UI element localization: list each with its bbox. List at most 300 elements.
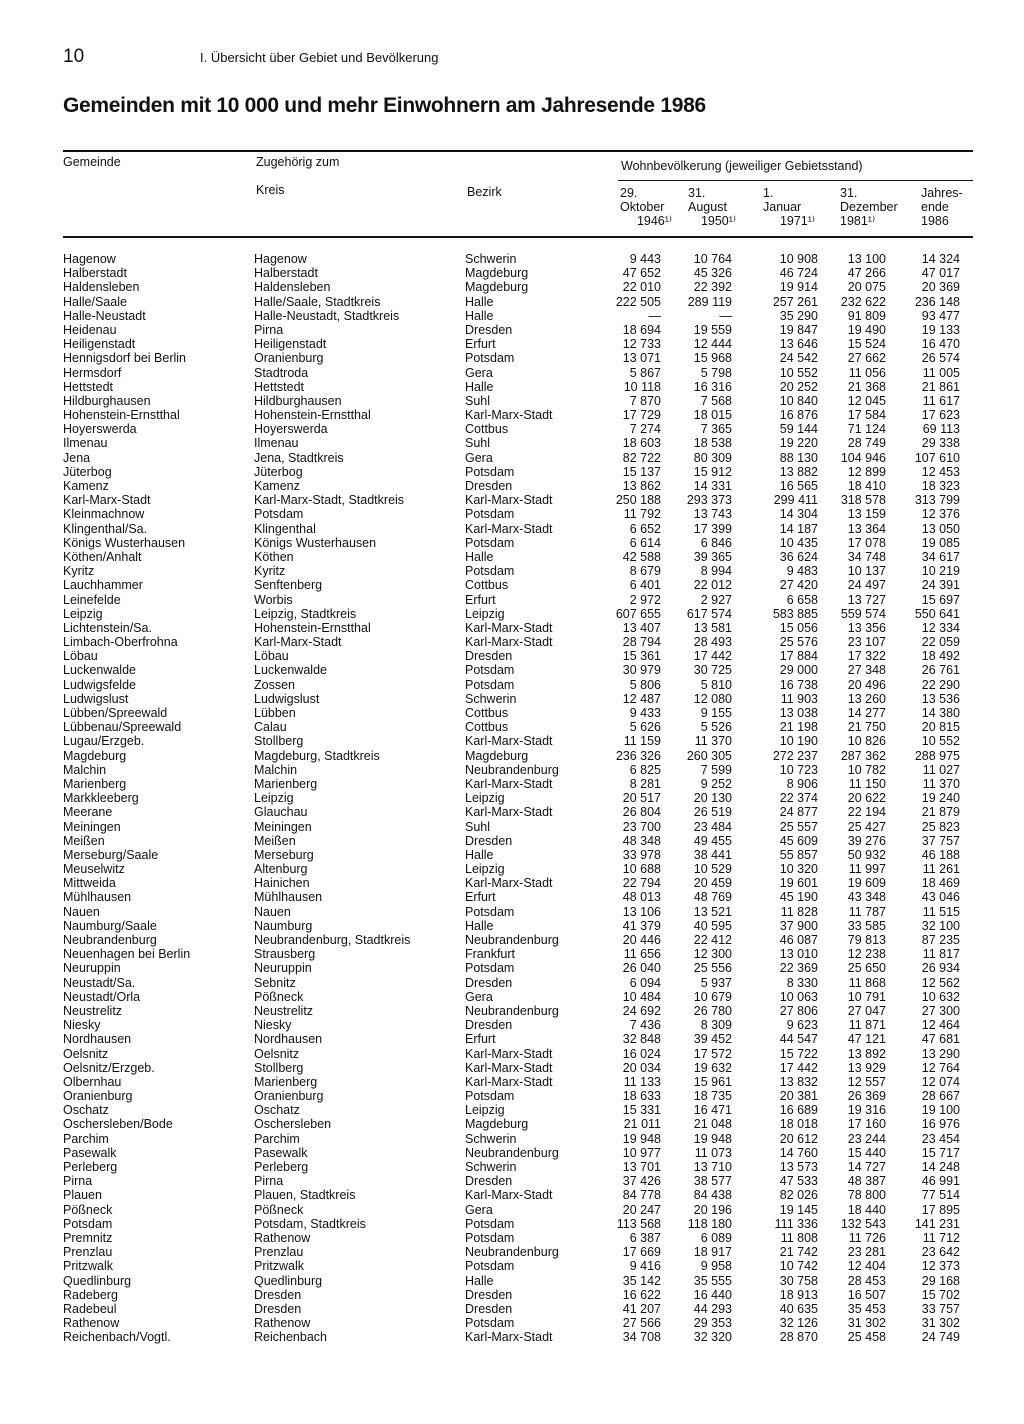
pop-1981-cell: 12 045 [847,393,886,408]
bezirk-cell: Neubrandenburg [465,1245,559,1260]
pop-1946-cell: 47 652 [622,266,661,281]
pop-1981-cell: 33 585 [847,918,886,933]
pop-1950-cell: 12 080 [693,691,732,706]
gemeinde-cell: Luckenwalde [63,663,136,678]
table-row [0,820,1024,834]
gemeinde-cell: Plauen [63,1188,102,1203]
table-row [0,976,1024,990]
gemeinde-cell: Nordhausen [63,1032,132,1047]
bezirk-cell: Dresden [465,833,513,848]
gemeinde-cell: Markkleeberg [63,791,139,806]
gemeinde-cell: Klingenthal/Sa. [63,521,148,536]
bezirk-cell: Neubrandenburg [465,762,559,777]
pop-1986-cell: 10 632 [921,989,960,1004]
pop-1981-cell: 10 826 [847,734,886,749]
table-row [0,1316,1024,1330]
pop-1950-cell: 39 365 [693,549,732,564]
pop-1981-cell: 232 622 [840,294,886,309]
kreis-cell: Jüterbog [254,464,303,479]
header-col-1981-line: 1981¹⁾ [840,214,876,228]
bezirk-cell: Potsdam [465,1216,515,1231]
pop-1971-cell: 19 220 [779,436,818,451]
pop-1950-cell: 13 743 [693,507,732,522]
pop-1981-cell: 34 748 [847,549,886,564]
gemeinde-cell: Königs Wusterhausen [63,535,186,550]
pop-1950-cell: 35 555 [693,1273,732,1288]
pop-1986-cell: 13 290 [921,1046,960,1061]
pop-1950-cell: 19 559 [693,322,732,337]
gemeinde-cell: Neubrandenburg [63,933,157,947]
kreis-cell: Nauen [254,904,291,919]
bezirk-cell: Cottbus [465,578,509,593]
pop-1946-cell: 19 948 [622,1131,661,1146]
kreis-cell: Meiningen [254,819,312,834]
pop-1971-cell: 8 906 [786,776,818,791]
pop-1950-cell: 38 577 [693,1174,732,1189]
pop-1986-cell: 15 697 [921,592,960,607]
pop-1971-cell: 14 760 [779,1145,818,1160]
gemeinde-cell: Oelsnitz [63,1046,109,1061]
pop-1950-cell: 80 309 [693,450,732,465]
kreis-cell: Nordhausen [254,1032,323,1047]
pop-1986-cell: 10 219 [921,564,960,579]
gemeinde-cell: Potsdam [63,1216,113,1231]
table-row [0,422,1024,436]
pop-1946-cell: 7 870 [629,393,661,408]
pop-1981-cell: 27 348 [847,663,886,678]
table-row [0,961,1024,975]
header-col-1950-line: 31. [688,186,706,200]
pop-1986-cell: 19 240 [921,791,960,806]
kreis-cell: Senftenberg [254,578,323,593]
pop-1971-cell: 17 884 [779,649,818,664]
pop-1950-cell: 17 399 [693,521,732,536]
kreis-cell: Strausberg [254,947,316,962]
gemeinde-cell: Meuselwitz [63,862,125,877]
pop-1950-cell: 7 365 [700,422,732,437]
kreis-cell: Malchin [254,762,298,777]
pop-1971-cell: 14 304 [779,507,818,522]
pop-1986-cell: 13 050 [921,521,960,536]
pop-1950-cell: 49 455 [693,833,732,848]
pop-1981-cell: 25 427 [847,819,886,834]
kreis-cell: Oranienburg [254,1089,324,1104]
gemeinde-cell: Pößneck [63,1202,113,1217]
gemeinde-cell: Pritzwalk [63,1259,114,1274]
pop-1986-cell: 47 681 [921,1032,960,1047]
table-row [0,1018,1024,1032]
pop-1971-cell: 24 542 [779,351,818,366]
pop-1981-cell: 22 194 [847,805,886,820]
pop-1981-cell: 50 932 [847,847,886,862]
gemeinde-cell: Leinefelde [63,592,121,607]
pop-1981-cell: 26 369 [847,1089,886,1104]
pop-1946-cell: 20 517 [622,791,661,806]
pop-1946-cell: 607 655 [615,606,661,621]
bezirk-cell: Potsdam [465,351,515,366]
pop-1946-cell: 15 137 [622,464,661,479]
pop-1986-cell: 16 470 [921,337,960,352]
pop-1946-cell: 24 692 [622,1003,661,1018]
bezirk-cell: Erfurt [465,337,496,352]
gemeinde-cell: Hohenstein-Ernstthal [63,408,180,423]
table-row [0,805,1024,819]
gemeinde-cell: Marienberg [63,776,127,791]
pop-1950-cell: 13 710 [693,1160,732,1174]
pop-1986-cell: 87 235 [921,933,960,947]
pop-1946-cell: 84 778 [622,1188,661,1203]
pop-1950-cell: 260 305 [686,748,732,763]
pop-1971-cell: 20 381 [779,1089,818,1104]
pop-1971-cell: 27 420 [779,578,818,593]
pop-1986-cell: 12 074 [921,1074,960,1089]
pop-1971-cell: 19 601 [779,876,818,891]
pop-1986-cell: 15 702 [921,1287,960,1302]
pop-1981-cell: 10 137 [847,564,886,579]
pop-1950-cell: 17 572 [693,1046,732,1061]
table-row [0,1231,1024,1245]
pop-1986-cell: 11 515 [922,904,960,919]
kreis-cell: Niesky [254,1018,292,1033]
pop-1946-cell: 6 387 [629,1230,661,1245]
pop-1971-cell: 32 126 [779,1316,818,1331]
header-col-1986-line: Jahres- [921,186,963,200]
header-col-1946 [620,186,672,228]
bezirk-cell: Karl-Marx-Stadt [465,805,553,820]
pop-1986-cell: 12 334 [921,620,960,635]
pop-1950-cell: 21 048 [693,1117,732,1132]
bezirk-cell: Dresden [465,322,513,337]
pop-1950-cell: 6 846 [700,535,732,550]
pop-1950-cell: 48 769 [693,890,732,905]
pop-1971-cell: 14 187 [779,521,818,536]
table-row [0,1089,1024,1103]
bezirk-cell: Potsdam [465,961,515,976]
pop-1971-cell: 45 609 [779,833,818,848]
pop-1971-cell: 8 330 [786,975,818,990]
pop-1946-cell: 13 407 [622,620,661,635]
pop-1986-cell: 11 027 [922,762,960,777]
pop-1981-cell: 20 075 [847,280,886,295]
pop-1981-cell: 15 524 [847,337,886,352]
kreis-cell: Pritzwalk [254,1259,305,1274]
table-row [0,394,1024,408]
pop-1950-cell: 8 309 [700,1018,732,1033]
kreis-cell: Hohenstein-Ernstthal [254,408,371,423]
pop-1946-cell: 2 972 [629,592,661,607]
gemeinde-cell: Lugau/Erzgeb. [63,734,145,749]
pop-1981-cell: 19 316 [847,1103,886,1118]
pop-1946-cell: 5 806 [629,677,661,692]
pop-1971-cell: 11 808 [780,1230,818,1245]
pop-1986-cell: 46 991 [921,1174,960,1189]
pop-1946-cell: 9 443 [629,252,661,266]
bezirk-cell: Gera [465,450,493,465]
pop-1946-cell: 20 034 [622,1060,661,1075]
pop-1986-cell: 23 642 [921,1245,960,1260]
table-row [0,1075,1024,1089]
pop-1971-cell: 82 026 [779,1188,818,1203]
pop-1986-cell: 550 641 [914,606,960,621]
bezirk-cell: Karl-Marx-Stadt [465,408,553,423]
gemeinde-cell: Oelsnitz/Erzgeb. [63,1060,155,1075]
pop-1981-cell: 35 453 [847,1301,886,1316]
pop-1971-cell: 22 374 [779,791,818,806]
pop-1950-cell: 289 119 [687,294,732,309]
pop-1981-cell: 21 750 [847,720,886,735]
pop-1946-cell: 21 011 [623,1117,661,1132]
pop-1971-cell: 22 369 [779,961,818,976]
pop-1986-cell: 12 562 [921,975,960,990]
pop-1986-cell: 12 464 [921,1018,960,1033]
pop-1950-cell: 17 442 [693,649,732,664]
pop-1971-cell: 25 576 [779,635,818,650]
pop-1981-cell: 11 056 [848,365,886,380]
pop-1986-cell: 93 477 [921,308,960,323]
kreis-cell: Potsdam [254,507,304,522]
pop-1950-cell: 22 412 [693,933,732,947]
table-row [0,990,1024,1004]
pop-1950-cell: 5 798 [700,365,732,380]
kreis-cell: Calau [254,720,287,735]
gemeinde-cell: Pirna [63,1174,93,1189]
table-row [0,550,1024,564]
header-bezirk: Bezirk [467,185,502,199]
kreis-cell: Marienberg [254,1074,318,1089]
kreis-cell: Hettstedt [254,379,305,394]
pop-1971-cell: 11 903 [780,691,818,706]
gemeinde-cell: Neustadt/Orla [63,989,141,1004]
kreis-cell: Merseburg [254,847,314,862]
gemeinde-cell: Lübben/Spreewald [63,706,168,720]
table-row [0,593,1024,607]
pop-1950-cell: 26 519 [693,805,732,820]
table-row [0,1132,1024,1146]
gemeinde-cell: Reichenbach/Vogtl. [63,1330,171,1345]
kreis-cell: Plauen, Stadtkreis [254,1188,356,1203]
pop-1971-cell: 13 646 [779,337,818,352]
kreis-cell: Sebnitz [254,975,296,990]
gemeinde-cell: Premnitz [63,1230,113,1245]
bezirk-cell: Erfurt [465,592,496,607]
table-row [0,947,1024,961]
kreis-cell: Worbis [254,592,293,607]
pop-1950-cell: 11 370 [694,734,732,749]
header-col-1971 [763,186,815,228]
bezirk-cell: Gera [465,1202,493,1217]
header-col-1986-line: 1986 [921,214,949,228]
gemeinde-cell: Mühlhausen [63,890,132,905]
kreis-cell: Stollberg [254,1060,304,1075]
pop-1950-cell: 13 581 [693,620,732,635]
table-row [0,1288,1024,1302]
bezirk-cell: Erfurt [465,1032,496,1047]
pop-1986-cell: 27 300 [921,1003,960,1018]
pop-1981-cell: 17 322 [847,649,886,664]
pop-1981-cell: 12 899 [847,464,886,479]
pop-1946-cell: 28 794 [622,635,661,650]
pop-1986-cell: 10 552 [921,734,960,749]
pop-1950-cell: 28 493 [693,635,732,650]
pop-1946-cell: 6 825 [629,762,661,777]
pop-1986-cell: 12 373 [921,1259,960,1274]
bezirk-cell: Gera [465,365,493,380]
pop-1981-cell: 71 124 [847,422,886,437]
header-col-1986 [921,186,971,228]
pop-1950-cell: 7 599 [700,762,732,777]
pop-1986-cell: 46 188 [921,847,960,862]
pop-1986-cell: 16 976 [921,1117,960,1132]
header-col-1950-line: August [688,200,727,214]
header-col-1971-line: Januar [763,200,802,214]
pop-1986-cell: 14 380 [921,706,960,720]
pop-1950-cell: 118 180 [687,1216,732,1231]
pop-1946-cell: 15 361 [622,649,661,664]
pop-1946-cell: 32 848 [622,1032,661,1047]
pop-1986-cell: 14 324 [921,252,960,266]
gemeinde-cell: Nauen [63,904,100,919]
pop-1950-cell: 6 089 [700,1230,732,1245]
chapter-heading: I. Übersicht über Gebiet und Bevölkerung [200,50,439,65]
gemeinde-cell: Magdeburg [63,748,127,763]
table-row [0,309,1024,323]
kreis-cell: Ludwigslust [254,691,320,706]
pop-1946-cell: 13 862 [622,479,661,493]
pop-1981-cell: 14 727 [847,1160,886,1174]
bezirk-cell: Neubrandenburg [465,1145,559,1160]
table-row [0,280,1024,294]
table-row [0,1103,1024,1117]
pop-1986-cell: 141 231 [914,1216,960,1231]
bezirk-cell: Dresden [465,1301,513,1316]
pop-1946-cell: 236 326 [615,748,661,763]
pop-1971-cell: 272 237 [772,748,818,763]
gemeinde-cell: Parchim [63,1131,109,1146]
pop-1986-cell: 20 369 [921,280,960,295]
gemeinde-cell: Halle-Neustadt [63,308,146,323]
pop-1946-cell: 18 603 [622,436,661,451]
pop-1950-cell: 10 764 [693,252,732,266]
pop-1986-cell: 11 261 [922,862,960,877]
table-row [0,1174,1024,1188]
header-col-1981-line: Dezember [840,200,898,214]
pop-1981-cell: 20 496 [847,677,886,692]
table-row [0,479,1024,493]
pop-1971-cell: 36 624 [779,549,818,564]
table-row [0,295,1024,309]
gemeinde-cell: Meerane [63,805,113,820]
pop-1946-cell: 222 505 [615,294,661,309]
table-row [0,351,1024,365]
gemeinde-cell: Lauchhammer [63,578,143,593]
pop-1950-cell: 45 326 [693,266,732,281]
bezirk-cell: Cottbus [465,720,509,735]
gemeinde-cell: Perleberg [63,1160,118,1174]
table-row [0,522,1024,536]
pop-1950-cell: 16 471 [693,1103,732,1118]
pop-1971-cell: 15 722 [779,1046,818,1061]
pop-1971-cell: 29 000 [779,663,818,678]
pop-1950-cell: 15 968 [693,351,732,366]
pop-1981-cell: 18 440 [847,1202,886,1217]
pop-1950-cell: 9 252 [700,776,732,791]
pop-1971-cell: 9 483 [786,564,818,579]
pop-1950-cell: 18 735 [693,1089,732,1104]
bezirk-cell: Potsdam [465,1089,515,1104]
pop-1971-cell: 9 623 [786,1018,818,1033]
pop-1946-cell: 11 792 [623,507,661,522]
pop-1986-cell: 19 100 [921,1103,960,1118]
pop-1946-cell: 11 159 [623,734,661,749]
pop-1981-cell: 17 584 [847,408,886,423]
bezirk-cell: Schwerin [465,691,517,706]
pop-1950-cell: 84 438 [693,1188,732,1203]
kreis-cell: Oelsnitz [254,1046,300,1061]
pop-1986-cell: 31 302 [921,1316,960,1331]
gemeinde-cell: Neustadt/Sa. [63,975,136,990]
header-wohnbevoelkerung: Wohnbevölkerung (jeweiliger Gebietsstand) [621,159,863,173]
bezirk-cell: Halle [465,549,494,564]
pop-1981-cell: 17 160 [847,1117,886,1132]
gemeinde-cell: Neuenhagen bei Berlin [63,947,191,962]
rule-wohn [618,180,973,181]
rule-top [63,150,973,152]
kreis-cell: Quedlinburg [254,1273,323,1288]
bezirk-cell: Halle [465,918,494,933]
rule-head [63,236,973,238]
pop-1981-cell: 19 490 [847,322,886,337]
pop-1971-cell: 21 198 [779,720,818,735]
bezirk-cell: Potsdam [465,1316,515,1331]
kreis-cell: Zossen [254,677,295,692]
gemeinde-cell: Oschatz [63,1103,109,1118]
bezirk-cell: Neubrandenburg [465,1003,559,1018]
pop-1950-cell: 25 556 [693,961,732,976]
kreis-cell: Altenburg [254,862,308,877]
pop-1971-cell: 13 832 [779,1074,818,1089]
gemeinde-cell: Löbau [63,649,98,664]
pop-1971-cell: 10 063 [779,989,818,1004]
table-row [0,678,1024,692]
pop-1986-cell: 69 113 [922,422,960,437]
pop-1971-cell: 257 261 [772,294,818,309]
pop-1971-cell: 59 144 [779,422,818,437]
pop-1986-cell: 11 617 [922,393,960,408]
pop-1981-cell: 10 782 [847,762,886,777]
header-col-1986-line: ende [921,200,949,214]
kreis-cell: Kyritz [254,564,286,579]
pop-1986-cell: 19 085 [921,535,960,550]
pop-1981-cell: 27 662 [847,351,886,366]
pop-1950-cell: 10 679 [693,989,732,1004]
pop-1946-cell: 41 207 [622,1301,661,1316]
pop-1986-cell: 28 667 [921,1089,960,1104]
kreis-cell: Pirna [254,322,284,337]
pop-1950-cell: 9 958 [700,1259,732,1274]
pop-1981-cell: 15 440 [847,1145,886,1160]
pop-1986-cell: 14 248 [921,1160,960,1174]
pop-1946-cell: 10 118 [623,379,661,394]
pop-1981-cell: 78 800 [847,1188,886,1203]
pop-1946-cell: 6 652 [629,521,661,536]
pop-1986-cell: 26 574 [921,351,960,366]
gemeinde-cell: Oranienburg [63,1089,133,1104]
pop-1986-cell: 33 757 [921,1301,960,1316]
pop-1971-cell: 16 738 [779,677,818,692]
pop-1981-cell: 13 100 [847,252,886,266]
pop-1946-cell: 42 588 [622,549,661,564]
pop-1946-cell: 8 281 [629,776,661,791]
